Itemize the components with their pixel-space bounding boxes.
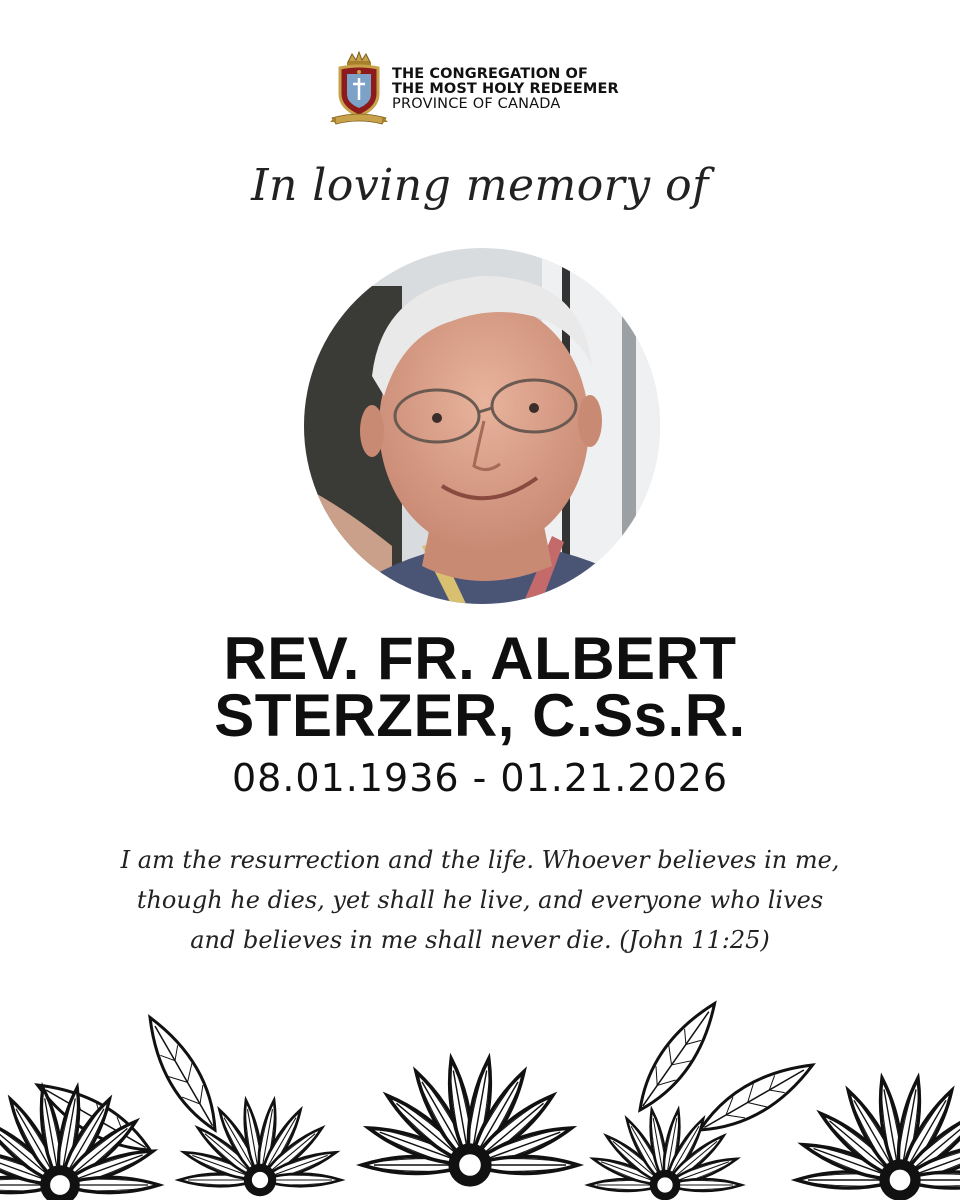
flowers-decoration-icon <box>0 980 960 1200</box>
verse-line-2: though he dies, yet shall he live, and everyone who lives <box>136 886 824 914</box>
verse-line-3: and believes in me shall never die. (John 11:25) <box>190 926 770 954</box>
header <box>330 50 750 130</box>
person-name-line-1: REV. FR. ALBERT <box>223 625 737 692</box>
crest-logo-icon <box>330 50 388 128</box>
organization-name <box>392 67 619 112</box>
organization-line-3: PROVINCE OF CANADA <box>392 96 561 112</box>
verse-line-1: I am the resurrection and the life. Whoever believes in me, <box>120 846 840 874</box>
person-name-line-2: STERZER, C.Ss.R. <box>214 682 746 749</box>
person-name <box>0 625 960 749</box>
life-dates: 08.01.1936 - 01.21.2026 <box>231 756 728 800</box>
memorial-heading: In loving memory of <box>251 160 709 211</box>
organization-line-1: THE CONGREGATION OF <box>392 66 588 82</box>
portrait-photo <box>302 246 662 606</box>
scripture-verse <box>100 840 860 960</box>
organization-line-2: THE MOST HOLY REDEEMER <box>392 81 619 97</box>
